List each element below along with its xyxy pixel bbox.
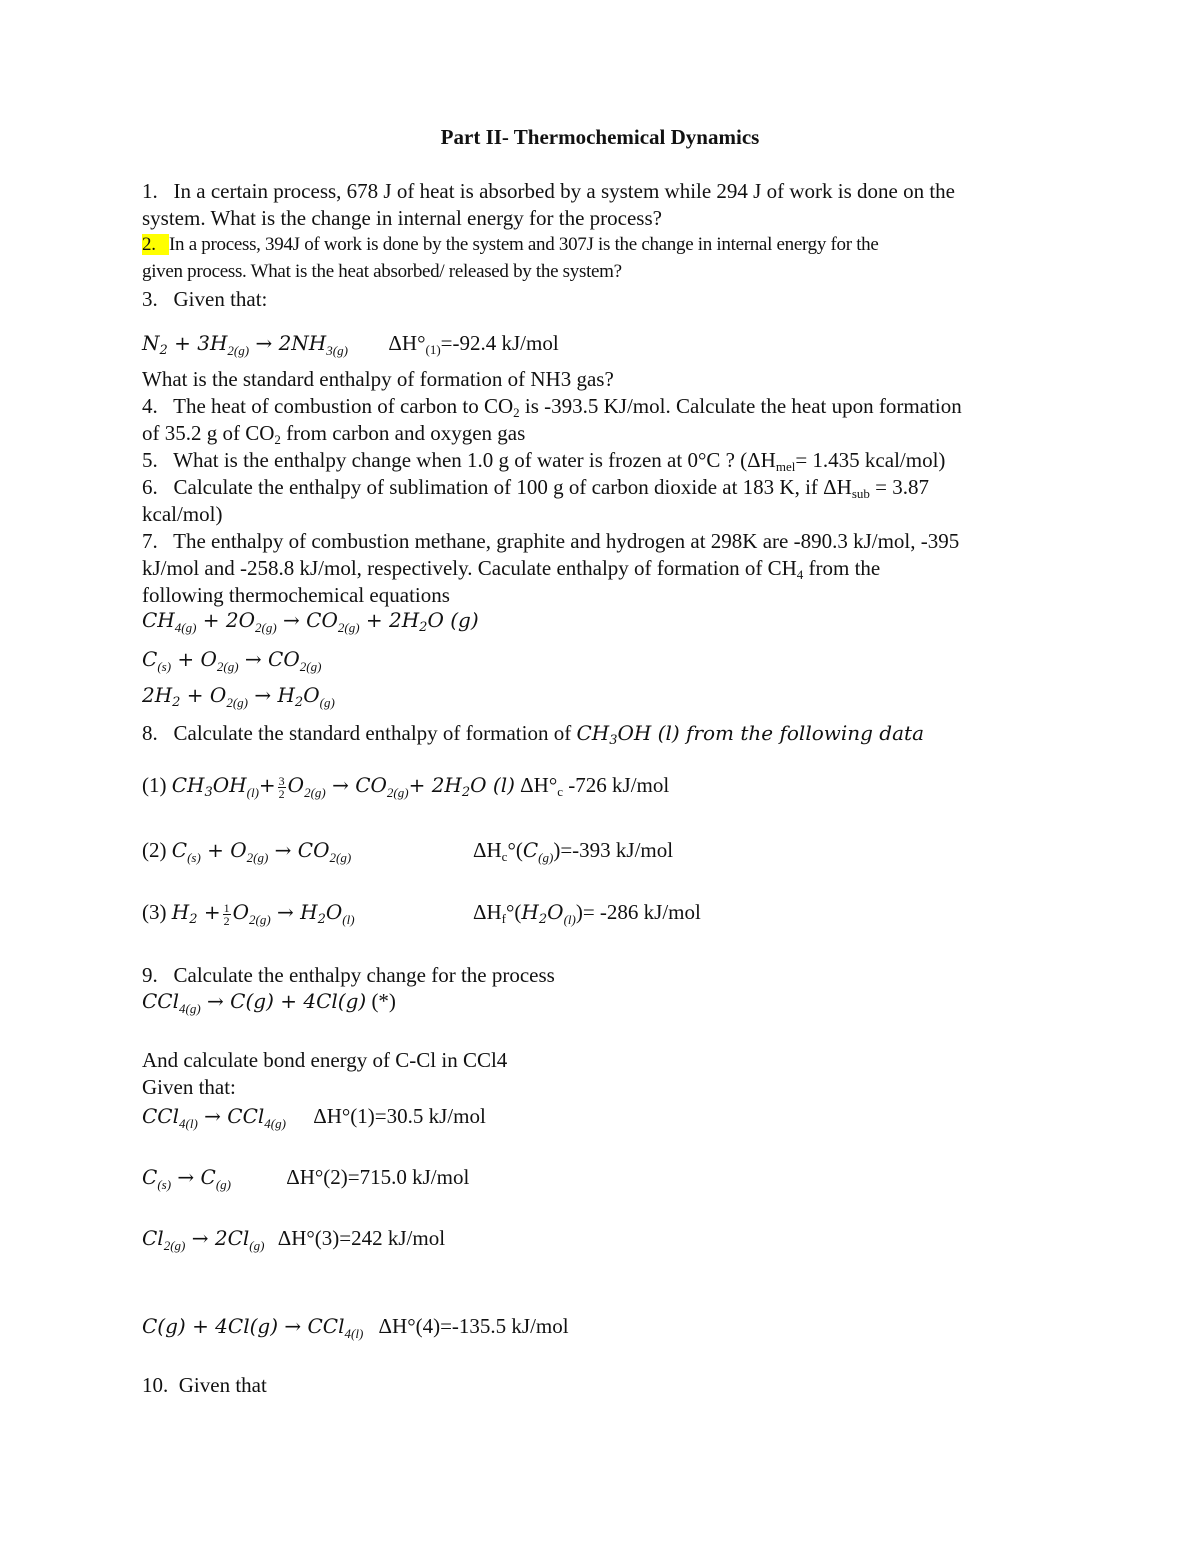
question-3-equation: $N2 + 3H_{2(g)} \to 2NH_{3(g)}$ ΔH°(1)=-92.4 kJ/mol <box>142 331 559 358</box>
question-2-line-1 <box>142 232 879 258</box>
question-6-line-2: kcal/mol) <box>142 502 223 526</box>
question-2-line-2: given process. What is the heat absorbed/ released by the system? <box>142 261 622 282</box>
question-9-given-4: C(g) + 4Cl(g) → CCl$_{4(l)}$ ΔH°(4)=-135.5 kJ/mol <box>142 1314 569 1341</box>
question-7-equation-3: $2H2 + O_{2(g)} \to H2O_{(g)}$ <box>142 683 335 710</box>
question-7-equation-1: $CH_{4(g)} + 2O_{2(g)} \to CO_{2(g)} + 2H2O$ (g) <box>142 608 479 635</box>
question-1-number: 1. <box>142 179 158 203</box>
question-1-text: In a certain process, 678 J of heat is absorbed by a system while 294 J of work is done on the <box>173 179 955 203</box>
question-9-equation: CCl$_{4(g)}$ → C(g) + 4Cl(g) (*) <box>142 989 396 1016</box>
question-5-number: 5. <box>142 448 158 472</box>
question-8-data-2-enthalpy: $\Delta Hc^\circ(C_{(g)})=-393$ kJ/mol <box>473 838 674 865</box>
fraction-one-half: $\frac{1}{2}$ <box>223 900 230 928</box>
question-9-given: Given that: <box>142 1075 236 1099</box>
question-9-given-2: $C_{(s)} \to C_{(g)}$ ΔH°(2)=715.0 kJ/mol <box>142 1165 470 1192</box>
question-7-equation-2: $C_{(s)} + O_{2(g)} \to CO_{2(g)}$ <box>142 647 322 674</box>
question-4-line-2: of 35.2 g of CO2 from carbon and oxygen gas <box>142 421 526 447</box>
question-3-question: What is the standard enthalpy of formation of NH3 gas? <box>142 367 614 391</box>
question-9-given-3: $Cl_{2(g)} \to 2Cl_{(g)}$ ΔH°(3)=242 kJ/mol <box>142 1226 446 1253</box>
question-10-number: 10. <box>142 1373 169 1397</box>
question-8-number: 8. <box>142 721 158 745</box>
fraction-three-halves: $\frac{3}{2}$ <box>278 773 285 801</box>
question-8-data-3: (3) H2 + $\frac{1}{2}$ $O_{2(g)} \to H2O_{(l)}$ <box>142 900 355 928</box>
question-6-line-1: 6. Calculate the enthalpy of sublimation of 100 g of carbon dioxide at 183 K, if ΔHsub = 3.87 <box>142 475 930 501</box>
question-8: 8. Calculate the standard enthalpy of formation of CH3OH (l) from the following data <box>142 721 924 748</box>
question-2-number: 2. <box>142 234 156 255</box>
question-7-line-2: kJ/mol and -258.8 kJ/mol, respectively. Caculate enthalpy of formation of CH4 from the <box>142 556 881 582</box>
question-1-line-1 <box>142 178 955 204</box>
question-4-number: 4. <box>142 394 158 418</box>
question-3-intro: 3. Given that: <box>142 287 268 311</box>
question-7-line-1: 7. The enthalpy of combustion methane, graphite and hydrogen at 298K are -890.3 kJ/mol, -395 <box>142 529 960 553</box>
question-9: 9. Calculate the enthalpy change for the process <box>142 963 555 987</box>
question-7-number: 7. <box>142 529 158 553</box>
question-9-given-1: CCl$_{4(l)}$ → CCl$_{4(g)}$ ΔH°(1)=30.5 kJ/mol <box>142 1104 486 1131</box>
question-4-line-1: 4. The heat of combustion of carbon to CO2 is -393.5 KJ/mol. Calculate the heat upon formation <box>142 394 962 420</box>
question-10: 10. Given that <box>142 1373 267 1397</box>
question-8-data-2: (2) $C_{(s)} + O_{2(g)} \to CO_{2(g)}$ <box>142 838 352 865</box>
question-2-text: In a process, 394J of work is done by the system and 307J is the change in internal energy for the <box>169 234 879 255</box>
question-6-number: 6. <box>142 475 158 499</box>
question-9-number: 9. <box>142 963 158 987</box>
question-3-number: 3. <box>142 287 158 311</box>
question-7-line-3: following thermochemical equations <box>142 583 450 607</box>
question-8-data-3-enthalpy: $\Delta Hf^\circ(H2O_{(l)})= -286$ kJ/mol <box>473 900 701 927</box>
question-5: 5. What is the enthalpy change when 1.0 g of water is frozen at 0°C ? (ΔHmel= 1.435 kcal/mol) <box>142 448 946 474</box>
page-title: Part II- Thermochemical Dynamics <box>440 125 760 149</box>
question-9-bond-energy: And calculate bond energy of C-Cl in CCl4 <box>142 1048 508 1072</box>
question-8-data-1: (1) $CH3OH_{(l)}+$ $\frac{3}{2}$ $O_{2(g)} \to CO_{2(g)}+ 2H2O$ (l) ΔH°c -726 kJ/mol <box>142 773 670 801</box>
question-1-line-2: system. What is the change in internal energy for the process? <box>142 206 662 230</box>
